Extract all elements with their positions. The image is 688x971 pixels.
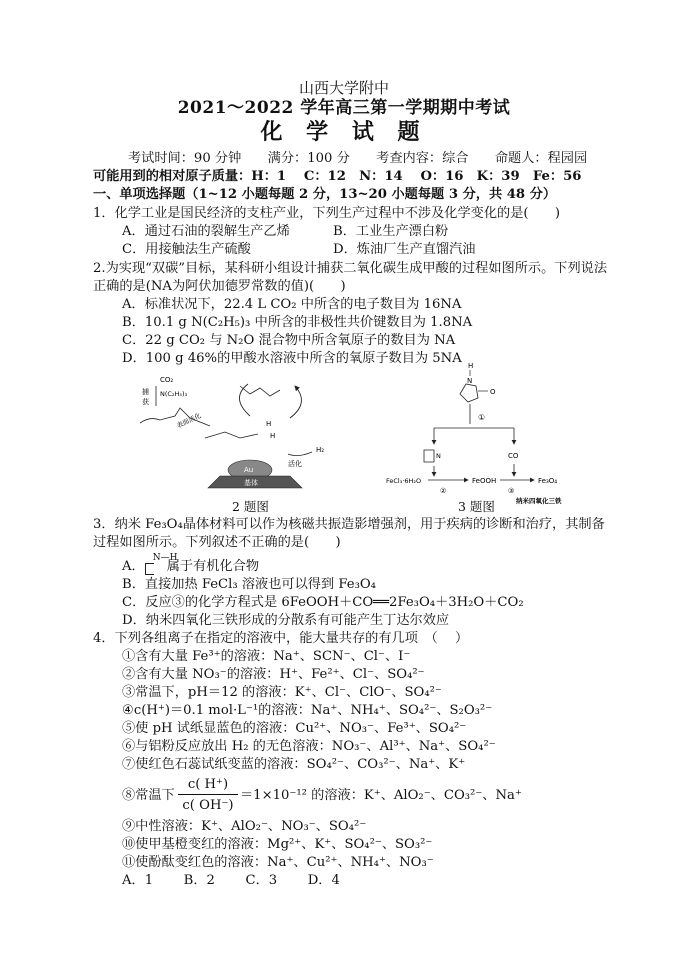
q4-item-6: ⑥与铝粉反应放出 H₂ 的无色溶液：NO₃⁻、Al³⁺、Na⁺、SO₄²⁻ [122, 739, 496, 754]
q4-item-2: ②含有大量 NO₃⁻的溶液：H⁺、Fe²⁺、Cl⁻、SO₄²⁻ [122, 667, 425, 682]
q3-amine-structure-icon [145, 553, 178, 574]
q2-option-c: C．22 g CO₂ 与 N₂O 混合物中所含氧原子的数目为 NA [122, 333, 456, 348]
fig3-product-label: 纳米四氧化三铁 [516, 497, 562, 505]
fig2-surface-label: 表面活化 [175, 411, 203, 430]
section-title: 一、单项选择题（1~12 小题每题 2 分，13~20 小题每题 3 分，共 48 分） [93, 187, 557, 202]
fig3-step2: ② [440, 487, 447, 495]
q4-item-7: ⑦使红色石蕊试纸变蓝的溶液：SO₄²⁻、CO₃²⁻、Na⁺、K⁺ [122, 757, 466, 772]
q1-option-d: D．炼油厂生产直馏汽油 [333, 242, 476, 257]
fig3-feooh-label: FeOOH [472, 477, 497, 485]
fig3-step1: ① [478, 413, 486, 422]
q1-option-a: A．通过石油的裂解生产乙烯 [122, 224, 290, 239]
q4-item-1: ①含有大量 Fe³⁺的溶液：Na⁺、SCN⁻、Cl⁻、I⁻ [122, 649, 411, 664]
subject-title: 化 学 试 题 [260, 119, 428, 145]
fig3-n-label: N [467, 377, 473, 385]
exam-title: 2021～2022 学年高三第一学期期中考试 [177, 98, 511, 118]
q3-stem-line1: 3．纳米 Fe₃O₄晶体材料可以作为核磁共振造影增强剂，用于疾病的诊断和治疗，其制备 [93, 517, 605, 532]
fig2-h2-arrow [288, 452, 312, 456]
fig3-h-label: H [468, 362, 474, 370]
fig3-fecl3-label: FeCl₃·6H₂O [386, 477, 422, 485]
fig2-h-label-2: H [270, 432, 276, 440]
q2-stem-line2: 正确的是(NA为阿伏加德罗常数的值)( ) [93, 279, 346, 294]
q3-option-c: C．反应③的化学方程式是 6FeOOH＋CO══2Fe₃O₄＋3H₂O＋CO₂ [122, 595, 524, 610]
q4-item-8-suffix: ＝1×10⁻¹² 的溶液：K⁺、AlO₂⁻、CO₃²⁻、Na⁺ [240, 788, 522, 803]
q4-stem: 4．下列各组离子在指定的溶液中，能大量共存的有几项 （ ） [93, 631, 469, 646]
figure-3-caption: 3 题图 [458, 499, 495, 514]
fig2-co2-label: CO₂ [160, 376, 174, 384]
q4-item-8-prefix: ⑧常温下 [122, 788, 175, 803]
q4-item-3: ③常温下，pH＝12 的溶液：K⁺、Cl⁻、ClO⁻、SO₄²⁻ [122, 685, 442, 700]
exam-info: 考试时间：90 分钟 满分：100 分 考查内容：综合 命题人：程园园 [128, 151, 588, 166]
fig2-amine-label: N(C₂H₅)₃ [160, 390, 188, 398]
figure-2-co2-capture-diagram [120, 368, 350, 496]
q4-options: A．1 B．2 C．3 D．4 [122, 873, 340, 888]
fig2-h2-label: H₂ [316, 446, 325, 454]
fig2-activate-label: 活化 [288, 460, 302, 468]
q3-option-a [122, 553, 260, 575]
q2-option-a: A．标准状况下，22.4 L CO₂ 中所含的电子数目为 16NA [122, 297, 462, 312]
fig3-co-label: CO [508, 452, 519, 460]
atomic-masses: 可能用到的相对原子质量：H：1 C：12 N：14 O：16 K：39 Fe：56 [93, 169, 582, 184]
fig2-au-label: Au [244, 466, 254, 474]
fig2-substrate-label: 基体 [244, 479, 258, 487]
fig2-formic-acid [240, 386, 280, 396]
fig2-loop-arrow [239, 384, 250, 416]
fig3-pyrrolidone-ring [460, 384, 478, 402]
school-name: 山西大学附中 [298, 79, 389, 97]
q1-option-b: B．工业生产漂白粉 [333, 224, 449, 239]
q1-option-c: C．用接触法生产硫酸 [122, 242, 251, 257]
fig2-h-label-1: H [266, 420, 272, 428]
q3-option-b: B．直接加热 FeCl₃ 溶液也可以得到 Fe₃O₄ [122, 577, 376, 592]
q3-option-a-label: A． [122, 559, 145, 574]
fig2-capture-label-2: 获 [142, 398, 149, 406]
q2-option-b: B．10.1 g N(C₂H₅)₃ 中所含的非极性共价键数目为 1.8NA [122, 315, 473, 330]
fig3-nh-label: N [436, 452, 441, 460]
q3-option-d: D．纳米四氧化三铁形成的分散系有可能产生丁达尔效应 [122, 613, 450, 628]
q4-item-8-numerator: c( H⁺) [187, 777, 229, 792]
q3-stem-line2: 过程如图所示。下列叙述不正确的是( ) [93, 535, 341, 550]
fig2-release-arrow [290, 386, 301, 418]
q1-stem: 1．化学工业是国民经济的支柱产业，下列生产过程中不涉及化学变化的是( ) [93, 206, 561, 221]
q4-item-4: ④c(H⁺)＝0.1 mol·L⁻¹的溶液：Na⁺、NH₄⁺、SO₄²⁻、S₂O₃²⁻ [122, 703, 493, 718]
fig2-capture-label: 捕 [142, 388, 149, 396]
q4-item-5: ⑤使 pH 试纸显蓝色的溶液：Cu²⁺、NO₃⁻、Fe³⁺、SO₄²⁻ [122, 721, 467, 736]
figure-2-caption: 2 题图 [232, 499, 269, 514]
q4-item-9: ⑨中性溶液：K⁺、AlO₂⁻、NO₃⁻、SO₄²⁻ [122, 819, 367, 834]
q4-item-10: ⑩使甲基橙变红的溶液：Mg²⁺、K⁺、SO₄²⁻、SO₃²⁻ [122, 837, 433, 852]
fig3-amine-box [424, 450, 434, 462]
q4-item-8-fraction-bar [178, 794, 238, 795]
q2-stem-line1: 2.为实现“双碳”目标，某科研小组设计捕获二氧化碳生成甲酸的过程如图所示。下列说法 [93, 261, 607, 276]
fig3-o-label: O [490, 388, 496, 396]
fig3-fe3o4-label: Fe₃O₄ [538, 477, 558, 485]
q3-amine-nh-label: N—H [152, 553, 178, 563]
figure-3-nano-fe3o4-process [384, 358, 614, 508]
q4-item-11: ⑪使酚酞变红色的溶液：Na⁺、Cu²⁺、NH₄⁺、NO₃⁻ [122, 855, 434, 870]
q2-option-d: D．100 g 46%的甲酸水溶液中所含的氧原子数目为 5NA [122, 351, 462, 366]
fig2-intermediate [205, 432, 258, 438]
q3-option-a-text: 属于有机化合物 [166, 559, 260, 574]
q4-item-8-denominator: c( OH⁻) [182, 798, 234, 813]
fig3-step3: ③ [508, 487, 515, 495]
